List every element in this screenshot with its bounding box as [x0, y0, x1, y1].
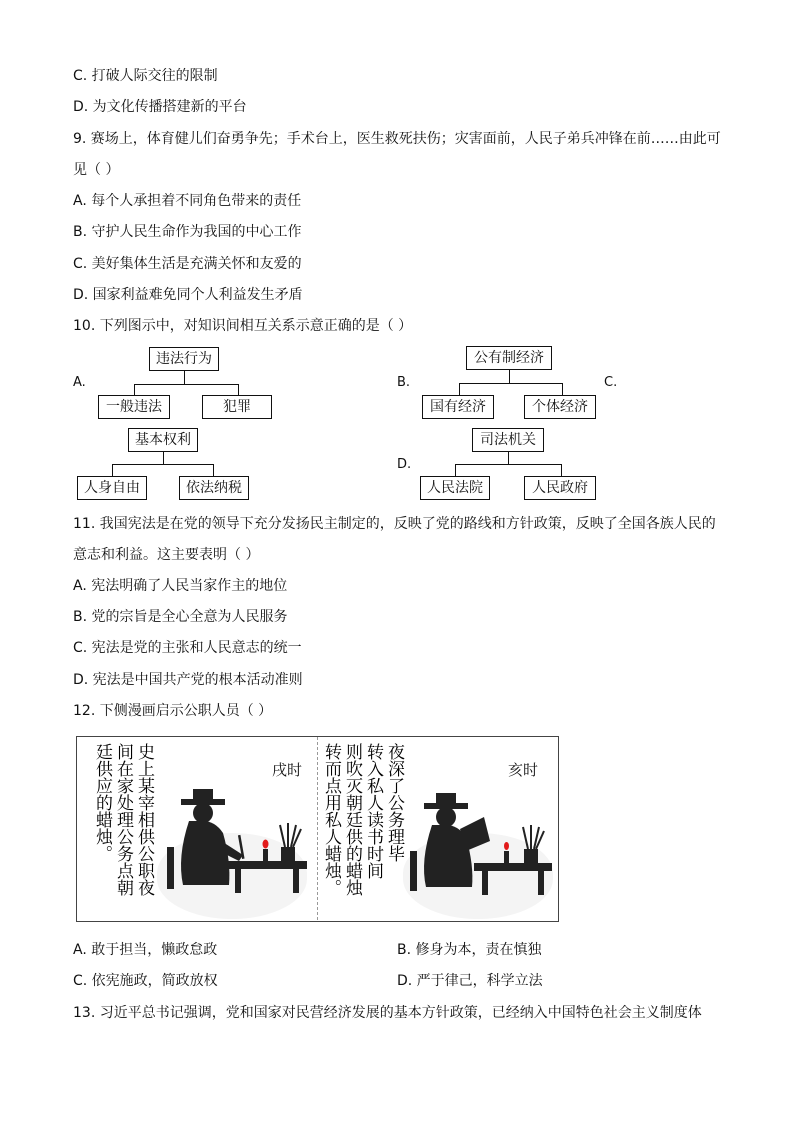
comic-right-col-3: 则吹灭朝廷供的蜡烛 — [342, 743, 362, 896]
diagram-a-top: 违法行为 — [149, 347, 219, 371]
comic-left-hour: 戌时 — [272, 761, 303, 779]
comic-right-col-4: 转而点用私人蜡烛。 — [321, 743, 341, 896]
q9-option-a: A. 每个人承担着不同角色带来的责任 — [73, 193, 302, 209]
q9-option-b: B. 守护人民生命作为我国的中心工作 — [73, 224, 302, 240]
comic-right-col-2: 转入私人读书时间 — [363, 743, 383, 879]
comic-left-col-3: 廷供应的蜡烛。 — [92, 743, 112, 862]
diagram-a-left: 一般违法 — [98, 395, 170, 419]
official-writing-illustration — [159, 777, 309, 897]
diagram-d-right: 人民政府 — [524, 476, 596, 500]
q9-option-c: C. 美好集体生活是充满关怀和友爱的 — [73, 256, 302, 272]
diagram-c-right: 依法纳税 — [179, 476, 249, 500]
q11-stem: 11. 我国宪法是在党的领导下充分发扬民主制定的，反映了党的路线和方针政策，反映了全国各族人民的 — [73, 516, 716, 532]
diagram-a-label: A. — [73, 375, 86, 390]
comic-right-panel — [318, 737, 558, 920]
q12-option-d: D. 严于律己，科学立法 — [397, 973, 543, 989]
q11-option-d: D. 宪法是中国共产党的根本活动准则 — [73, 672, 303, 688]
q12-option-a: A. 敢于担当，懒政怠政 — [73, 942, 218, 958]
diagram-d-label: D. — [397, 457, 412, 472]
q13-stem: 13. 习近平总书记强调，党和国家对民营经济发展的基本方针政策，已经纳入中国特色社会主义制度体 — [73, 1005, 702, 1021]
q9-stem: 9. 赛场上，体育健儿们奋勇争先；手术台上，医生救死扶伤；灾害面前，人民子弟兵冲锋在前……由此可 — [73, 131, 721, 147]
diagram-b-right: 个体经济 — [524, 395, 596, 419]
q8-option-c: C. 打破人际交往的限制 — [73, 68, 218, 84]
q12-option-c: C. 依宪施政，简政放权 — [73, 973, 218, 989]
q10-stem: 10. 下列图示中，对知识间相互关系示意正确的是（ ） — [73, 318, 413, 334]
diagram-b-label: B. — [397, 375, 411, 390]
comic-left-col-1: 史上某宰相供公职夜 — [134, 743, 154, 896]
diagram-b-left: 国有经济 — [422, 395, 494, 419]
comic-left-col-2: 间在家处理公务点朝 — [113, 743, 133, 896]
q9-option-d: D. 国家利益难免同个人利益发生矛盾 — [73, 287, 303, 303]
diagram-d-left: 人民法院 — [420, 476, 490, 500]
q11-option-a: A. 宪法明确了人民当家作主的地位 — [73, 578, 288, 594]
q9-stem-cont: 见（ ） — [73, 162, 120, 178]
comic-left-panel — [77, 737, 317, 920]
comic-right-hour: 亥时 — [508, 761, 539, 779]
q11-stem-cont: 意志和利益。这主要表明（ ） — [73, 547, 260, 563]
q11-option-b: B. 党的宗旨是全心全意为人民服务 — [73, 609, 288, 625]
diagram-d-top: 司法机关 — [472, 428, 544, 452]
comic-right-col-1: 夜深了公务理毕 — [384, 743, 404, 862]
diagram-c-label: C. — [604, 375, 618, 390]
q12-option-b: B. 修身为本，责在慎独 — [397, 942, 542, 958]
diagram-a-right: 犯罪 — [202, 395, 272, 419]
diagram-c-top: 基本权利 — [128, 428, 198, 452]
q11-option-c: C. 宪法是党的主张和人民意志的统一 — [73, 640, 302, 656]
diagram-c-left: 人身自由 — [77, 476, 147, 500]
official-reading-illustration — [404, 779, 554, 899]
comic-panel — [76, 736, 559, 922]
q8-option-d: D. 为文化传播搭建新的平台 — [73, 99, 247, 115]
diagram-b-top: 公有制经济 — [466, 346, 552, 370]
q12-stem: 12. 下侧漫画启示公职人员（ ） — [73, 703, 273, 719]
